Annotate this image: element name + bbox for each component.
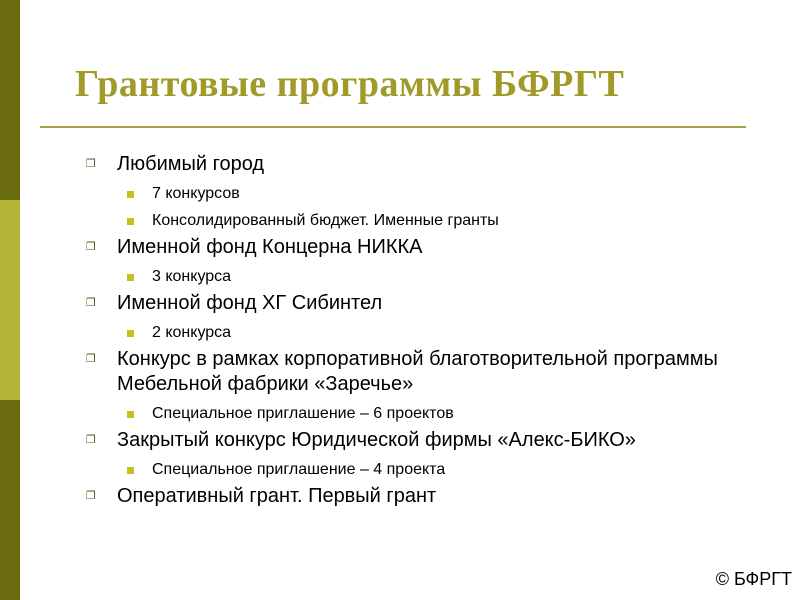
side-bar-segment-middle xyxy=(0,200,20,400)
sub-list-item-label: Специальное приглашение – 4 проекта xyxy=(152,461,446,478)
sub-list-item-label: 7 конкурсов xyxy=(152,185,240,202)
square-bullet-icon xyxy=(127,330,134,337)
square-bullet-icon xyxy=(127,274,134,281)
bullet-list xyxy=(84,148,764,509)
square-bullet-icon xyxy=(127,218,134,225)
list-item-label: Конкурс в рамках корпоративной благотворительной программы Мебельной фабрики «Заречье» xyxy=(117,348,718,395)
sub-list-item-label: 2 конкурса xyxy=(152,324,232,341)
list-item-label: Именной фонд Концерна НИККА xyxy=(117,236,423,258)
copyright-footer: © БФРГТ xyxy=(715,569,792,589)
list-item-label: Именной фонд ХГ Сибинтел xyxy=(117,292,383,314)
square-bullet-icon xyxy=(127,411,134,418)
slide-title: Грантовые программы БФРГТ xyxy=(75,63,625,105)
arrow-bullet-icon: ❒ xyxy=(86,241,96,253)
sub-list-item-label: Консолидированный бюджет. Именные гранты xyxy=(152,212,499,229)
side-bar-segment-bottom xyxy=(0,400,20,600)
sub-list-item-label: 3 конкурса xyxy=(152,268,232,285)
list-item-label: Оперативный грант. Первый грант xyxy=(117,485,437,507)
list-item-label: Любимый город xyxy=(117,153,265,175)
list-item xyxy=(84,428,764,453)
arrow-bullet-icon: ❒ xyxy=(86,158,96,170)
arrow-bullet-icon: ❒ xyxy=(86,353,96,365)
title-underline xyxy=(40,126,746,128)
side-bar-segment-top xyxy=(0,0,20,200)
sub-list-item xyxy=(84,460,764,480)
square-bullet-icon xyxy=(127,191,134,198)
list-item xyxy=(84,235,764,260)
sub-list-item xyxy=(84,211,764,231)
sub-list-item xyxy=(84,404,764,424)
sub-list-item xyxy=(84,323,764,343)
arrow-bullet-icon: ❒ xyxy=(86,490,96,502)
list-item xyxy=(84,291,764,316)
sub-list-item-label: Специальное приглашение – 6 проектов xyxy=(152,405,454,422)
list-item xyxy=(84,347,764,397)
list-item xyxy=(84,152,764,177)
sub-list-item xyxy=(84,184,764,204)
square-bullet-icon xyxy=(127,467,134,474)
list-item xyxy=(84,484,764,509)
arrow-bullet-icon: ❒ xyxy=(86,297,96,309)
side-decoration-bar xyxy=(0,0,20,600)
list-item-label: Закрытый конкурс Юридической фирмы «Алекс-БИКО» xyxy=(117,429,636,451)
arrow-bullet-icon: ❒ xyxy=(86,434,96,446)
sub-list-item xyxy=(84,267,764,287)
